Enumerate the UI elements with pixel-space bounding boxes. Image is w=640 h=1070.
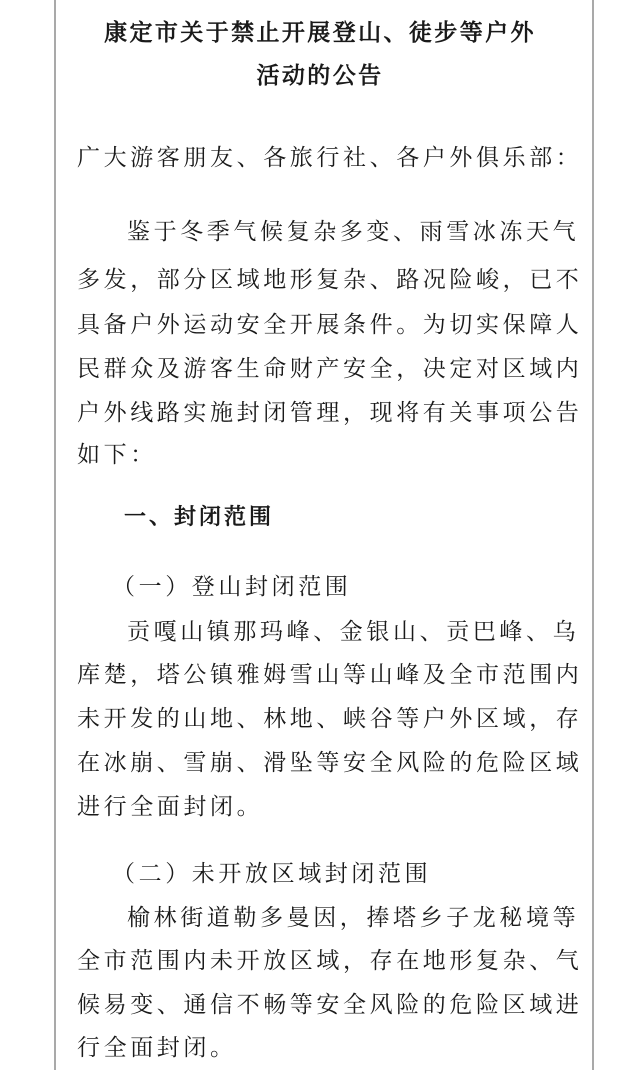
subsection-heading-unopened-area-closure: （二）未开放区域封闭范围 (112, 861, 432, 887)
document-title-line-1: 康定市关于禁止开展登山、徒步等户外 (104, 20, 536, 46)
subsection-heading-mountain-closure: （一）登山封闭范围 (112, 574, 352, 600)
intro-line: 具备户外运动安全开展条件。为切实保障人 (77, 312, 583, 338)
intro-line: 民群众及游客生命财产安全，决定对区域内 (77, 356, 583, 382)
subsection-line: 榆林街道勒多曼因，捧塔乡子龙秘境等 (127, 905, 580, 931)
document-title-line-2: 活动的公告 (256, 63, 384, 89)
section-heading-closure-scope: 一、封闭范围 (124, 505, 275, 530)
intro-line: 如下： (77, 442, 157, 468)
subsection-line: 全市范围内未开放区域，存在地形复杂、气 (77, 948, 583, 974)
subsection-line: 行全面封闭。 (77, 1035, 237, 1061)
subsection-line: 在冰崩、雪崩、滑坠等安全风险的危险区域 (77, 750, 583, 776)
subsection-line: 未开发的山地、林地、峡谷等户外区域，存 (77, 706, 583, 732)
subsection-line: 贡嘎山镇那玛峰、金银山、贡巴峰、乌 (127, 619, 580, 645)
subsection-line: 库楚，塔公镇雅姆雪山等山峰及全市范围内 (77, 662, 583, 688)
intro-line: 鉴于冬季气候复杂多变、雨雪冰冻天气 (127, 219, 580, 245)
salutation: 广大游客朋友、各旅行社、各户外俱乐部： (77, 145, 583, 171)
intro-line: 户外线路实施封闭管理，现将有关事项公告 (77, 400, 583, 426)
intro-line: 多发，部分区域地形复杂、路况险峻，已不 (77, 267, 583, 293)
subsection-line: 进行全面封闭。 (77, 794, 264, 820)
subsection-line: 候易变、通信不畅等安全风险的危险区域进 (77, 992, 583, 1018)
